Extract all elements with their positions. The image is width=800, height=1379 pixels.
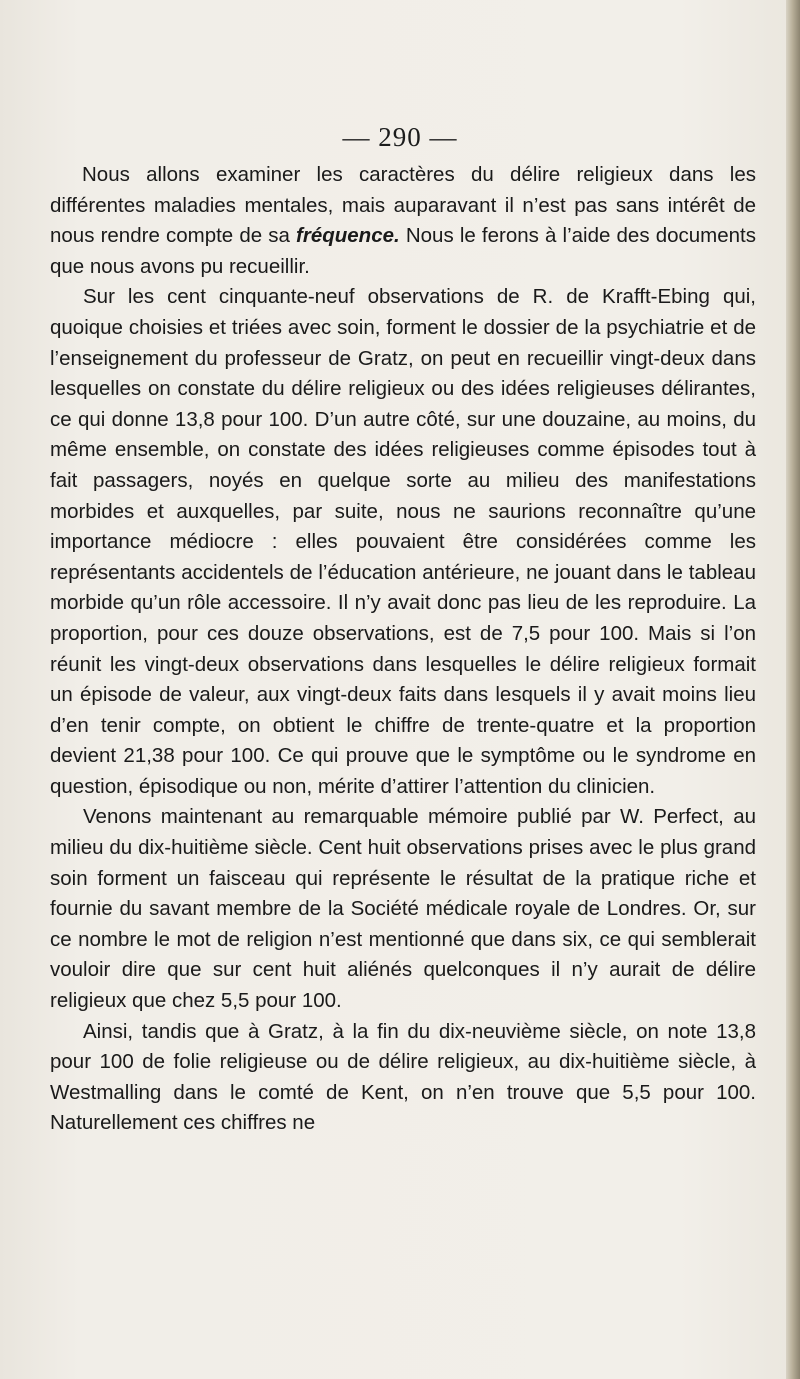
paragraph-2: Sur les cent cinquante-neuf observations de R. de Krafft-Ebing qui, quoique choisies et triées avec soin, forment le dossier de la psychiatrie et de l’enseignement du professeur de Gratz, on peut en recueillir vingt-deux dans lesquelles on constate du délire religieux ou des idées religieuses délirantes, ce qui donne 13,8 pour 100. D’un autre côté, sur une douzaine, au moins, du même ensemble, on constate des idées religieuses comme épisodes tout à fait passagers, noyés en quelque sorte au milieu des manifestations morbides et auxquelles, par suite, nous ne saurions reconnaître qu’une importance médiocre : elles pouvaient être considérées comme les représentants accidentels de l’éducation antérieure, ne jouant dans le tableau morbide qu’un rôle accessoire. Il n’y avait donc pas lieu de les reproduire. La proportion, pour ces douze observations, est de 7,5 pour 100. Mais si l’on réunit les vingt-deux observations dans lesquelles le délire religieux formait un épisode de valeur, aux vingt-deux faits dans lesquels il y avait moins lieu d’en tenir compte, on obtient le chiffre de trente-quatre et la proportion devient 21,38 pour 100. Ce qui prouve que le symptôme ou le syndrome en question, épisodique ou non, mérite d’attirer l’attention du clinicien. — [50, 285, 756, 798]
paragraph-1-text-end: Nous le ferons à l’aide des documents que nous avons pu recueillir. — [50, 224, 756, 278]
paragraph-1 — [50, 160, 756, 282]
emphasized-word: fréquence. — [296, 224, 400, 248]
page-edge-shadow — [786, 0, 800, 1379]
body-text — [50, 160, 756, 1139]
paragraph-3: Venons maintenant au remarquable mémoire publié par W. Perfect, au milieu du dix-huitième siècle. Cent huit observations prises avec le plus grand soin forment un faisceau qui représente le résultat de la pratique riche et fournie du savant membre de la Société médicale royale de Londres. Or, sur ce nombre le mot de religion n’est mentionné que dans six, ce qui semblerait vouloir dire que sur cent huit aliénés quelconques il n’y aurait de délire religieux que chez 5,5 pour 100. — [50, 805, 756, 1013]
page-number: — 290 — — [342, 122, 458, 152]
paragraph-4: Ainsi, tandis que à Gratz, à la fin du dix-neuvième siècle, on note 13,8 pour 100 de folie religieuse ou de délire religieux, au dix-huitième siècle, à Westmalling dans le comté de Kent, on n’en trouve que 5,5 pour 100. Naturellement ces chiffres ne — [50, 1019, 756, 1135]
paragraph-1-text: Nous allons examiner les caractères du délire religieux dans les différentes maladies mentales, mais auparavant il n’est pas sans intérêt de nous rendre compte de sa — [50, 163, 756, 248]
